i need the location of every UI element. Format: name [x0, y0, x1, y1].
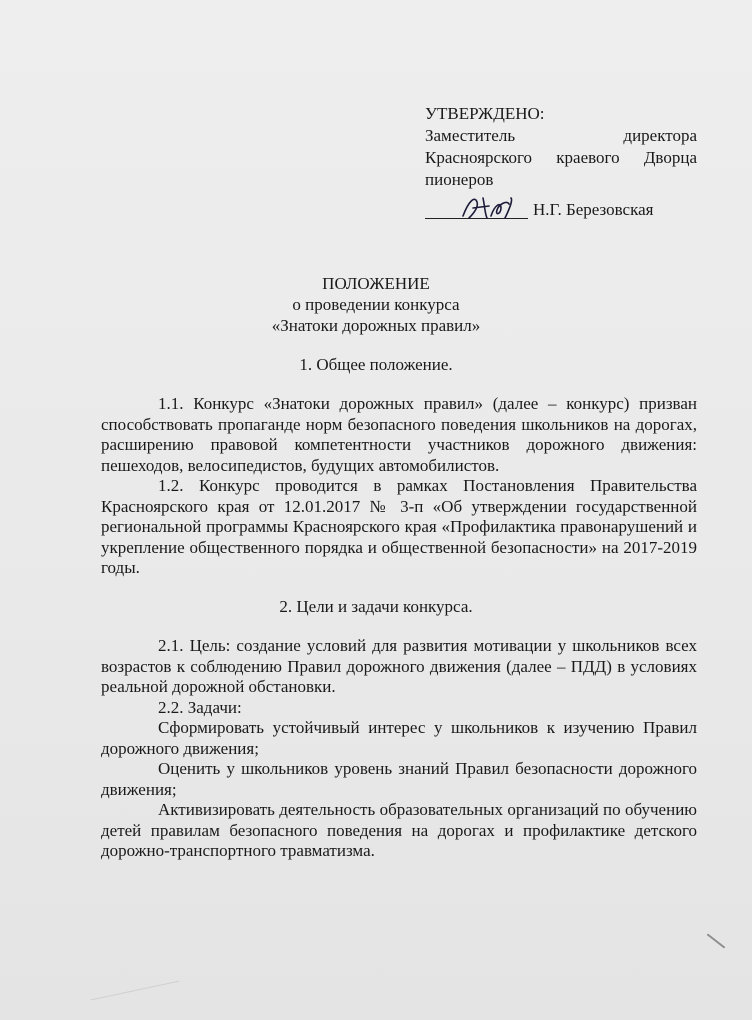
section2-heading: 2. Цели и задачи конкурса.	[279, 597, 473, 616]
section1-body	[101, 394, 697, 579]
paragraph-1-1: 1.1. Конкурс «Знатоки дорожных правил» (далее – конкурс) призван способствовать пропаганде норм безопасного поведения школьников на дорогах, расширению правовой компетентности участников дорожного движения: пешеходов, велосипедистов, будущих автомобилистов.	[101, 394, 697, 475]
title-sub2: «Знатоки дорожных правил»	[271, 316, 481, 335]
handwritten-signature	[455, 194, 525, 224]
paragraph-task-1: Сформировать устойчивый интерес у школьников к изучению Правил дорожного движения;	[101, 718, 697, 758]
paragraph-task-3: Активизировать деятельность образовательных организаций по обучению детей правилам безопасного поведения на дорогах и профилактике детского дорожно-транспортного травматизма.	[101, 800, 697, 860]
paragraph-1-2: 1.2. Конкурс проводится в рамках Постановления Правительства Красноярского края от 12.01.2017 № 3-п «Об утверждении государственной региональной программы Красноярского края «Профилактика правонарушений и укрепление общественного порядка и общественной безопасности» на 2017-2019 годы.	[101, 476, 697, 577]
approval-position-line1: Заместитель директора	[425, 126, 697, 145]
scan-artifact	[707, 933, 726, 948]
document-title	[0, 273, 752, 336]
signer-name: Н.Г. Березовская	[533, 200, 654, 219]
paragraph-2-1: 2.1. Цель: создание условий для развития мотивации у школьников всех возрастов к соблюдению Правил дорожного движения (далее – ПДД) в условиях реальной дорожной обстановки.	[101, 636, 697, 696]
scan-artifact-faint	[91, 981, 179, 1001]
section2-body	[101, 636, 697, 862]
approval-heading: УТВЕРЖДЕНО:	[425, 104, 545, 123]
paragraph-task-2: Оценить у школьников уровень знаний Правил безопасности дорожного движения;	[101, 759, 697, 799]
approval-position-line2: Красноярского краевого Дворца	[425, 148, 697, 167]
paragraph-2-2: 2.2. Задачи:	[158, 697, 242, 717]
title-sub1: о проведении конкурса	[292, 295, 460, 314]
title-main: ПОЛОЖЕНИЕ	[322, 274, 430, 293]
approval-block	[425, 103, 697, 191]
approval-position-line3: пионеров	[425, 170, 494, 189]
section1-heading: 1. Общее положение.	[299, 355, 453, 374]
signature-row	[425, 196, 697, 226]
